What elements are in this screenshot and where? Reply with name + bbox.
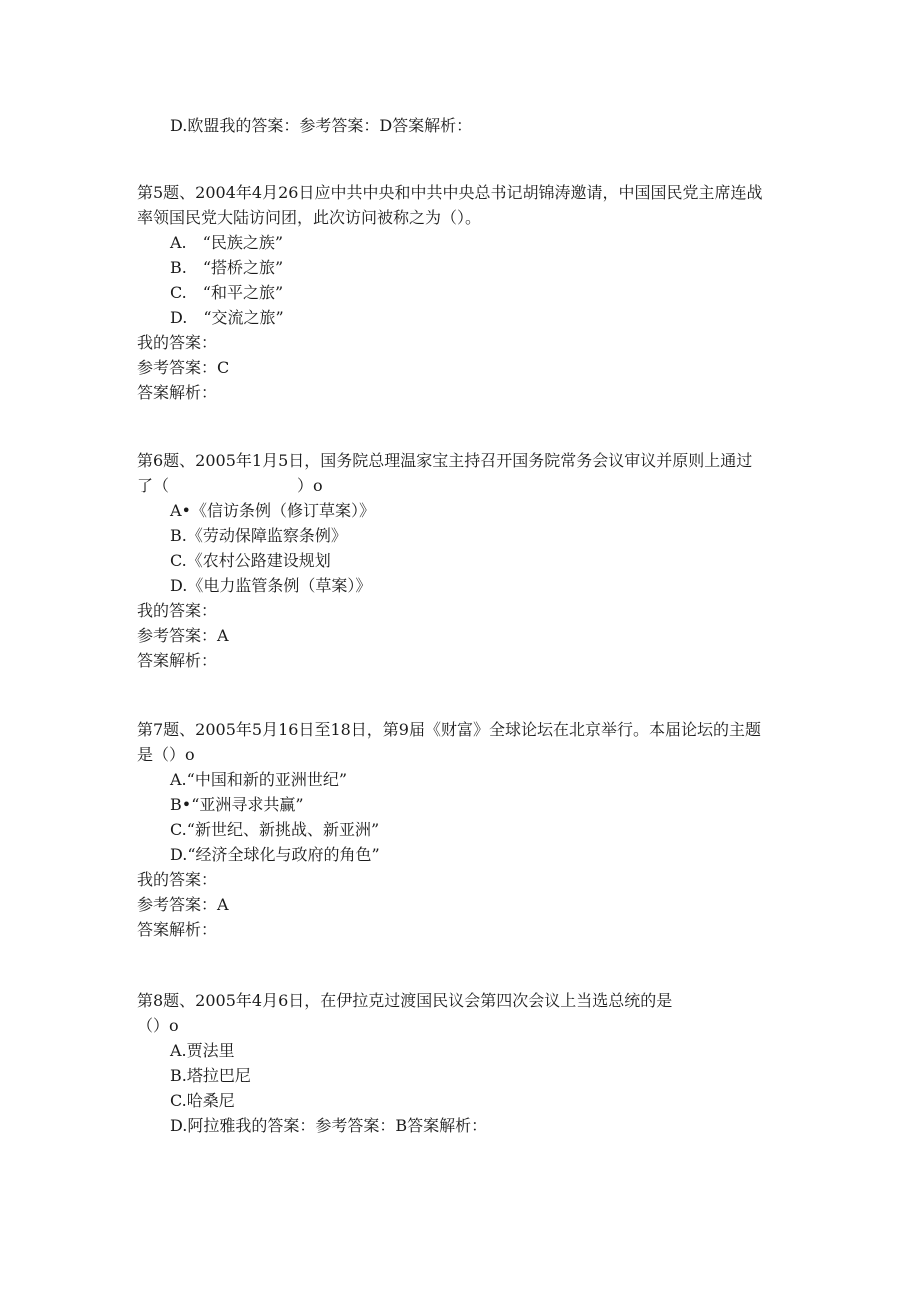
q6-reference-answer: 参考答案：A <box>137 626 229 645</box>
q7-option-c: C.“新世纪、新挑战、新亚洲” <box>170 820 380 839</box>
q5-option-d: D. “交流之旅” <box>170 308 284 327</box>
q5-option-c: C. “和平之旅” <box>170 283 284 302</box>
q6-stem-line2: 了（ ）o <box>137 476 323 495</box>
q7-stem-line2: 是（）o <box>137 745 195 764</box>
q5-option-b: B. “搭桥之旅” <box>170 258 284 277</box>
q6-option-b: B.《劳动保障监察条例》 <box>170 526 347 545</box>
q8-option-b: B.塔拉巴尼 <box>170 1066 251 1085</box>
q6-option-d: D.《电力监管条例（草案）》 <box>170 576 372 595</box>
q8-option-d: D.阿拉雅我的答案：参考答案：B答案解析： <box>170 1116 488 1135</box>
q5-option-a: A. “民族之族” <box>170 233 284 252</box>
q8-option-c: C.哈桑尼 <box>170 1091 235 1110</box>
q8-stem-line2: （）o <box>137 1016 179 1035</box>
q6-option-a: A•《信访条例（修订草案）》 <box>170 501 375 520</box>
q7-option-d: D.“经济全球化与政府的角色” <box>170 845 380 864</box>
q7-option-a: A.“中国和新的亚洲世纪” <box>170 770 348 789</box>
q7-analysis: 答案解析： <box>137 920 218 939</box>
q6-option-c: C.《农村公路建设规划 <box>170 551 331 570</box>
q8-option-a: A.贾法里 <box>170 1041 235 1060</box>
q6-stem-line1: 第6题、2005年1月5日，国务院总理温家宝主持召开国务院常务会议审议并原则上通过 <box>137 451 753 470</box>
q6-analysis: 答案解析： <box>137 651 218 670</box>
q5-analysis: 答案解析： <box>137 383 218 402</box>
q5-reference-answer: 参考答案：C <box>137 358 230 377</box>
q5-stem-line2: 率领国民党大陆访问团，此次访问被称之为（）。 <box>137 208 482 227</box>
q5-stem-line1: 第5题、2004年4月26日应中共中央和中共中央总书记胡锦涛邀请，中国国民党主席连战 <box>137 183 763 202</box>
q7-my-answer: 我的答案： <box>137 870 218 889</box>
q6-my-answer: 我的答案： <box>137 601 218 620</box>
q7-option-b: B•“亚洲寻求共赢” <box>170 795 304 814</box>
q5-my-answer: 我的答案： <box>137 333 218 352</box>
q4-option-d: D.欧盟我的答案：参考答案：D答案解析： <box>170 116 473 135</box>
q8-stem-line1: 第8题、2005年4月6日，在伊拉克过渡国民议会第四次会议上当选总统的是 <box>137 991 673 1010</box>
q7-stem-line1: 第7题、2005年5月16日至18日，第9届《财富》全球论坛在北京举行。本届论坛的主题 <box>137 720 761 739</box>
q7-reference-answer: 参考答案：A <box>137 895 229 914</box>
